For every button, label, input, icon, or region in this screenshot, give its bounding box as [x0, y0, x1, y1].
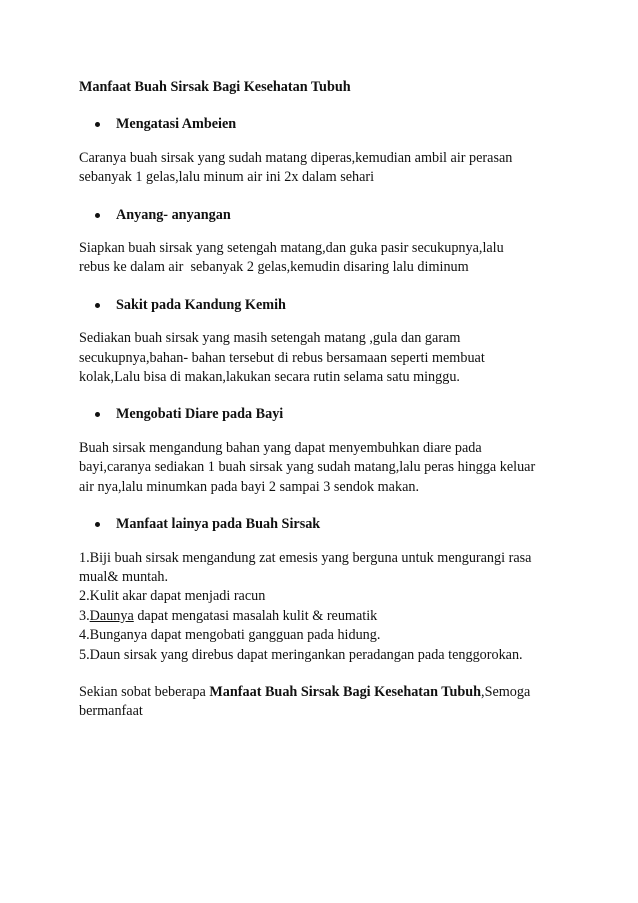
paragraph-line: kolak,Lalu bisa di makan,lakukan secara rutin selama satu minggu. — [79, 369, 460, 386]
section-heading-ambeien — [79, 115, 578, 134]
list-item: 4.Bunganya dapat mengobati gangguan pada hidung. — [79, 627, 381, 644]
section-paragraph — [79, 439, 578, 497]
paragraph-line: Sediakan buah sirsak yang masih setengah matang ,gula dan garam — [79, 330, 461, 347]
bullet-icon — [95, 303, 100, 308]
section-paragraph — [79, 149, 578, 188]
paragraph-line: Buah sirsak mengandung bahan yang dapat menyembuhkan diare pada — [79, 439, 482, 456]
section-heading-label: Mengobati Diare pada Bayi — [116, 406, 284, 423]
paragraph-line: secukupnya,bahan- bahan tersebut di rebus bersamaan seperti membuat — [79, 349, 485, 366]
list-item: 2.Kulit akar dapat menjadi racun — [79, 588, 266, 605]
section-heading-label: Sakit pada Kandung Kemih — [116, 296, 286, 313]
paragraph-line: air nya,lalu minumkan pada bayi 2 sampai 3 sendok makan. — [79, 478, 420, 495]
benefits-list — [79, 549, 578, 665]
document-title: Manfaat Buah Sirsak Bagi Kesehatan Tubuh — [79, 79, 351, 95]
list-item — [79, 607, 578, 626]
section-paragraph — [79, 329, 578, 387]
closing-paragraph — [79, 683, 578, 722]
section-heading-label: Manfaat lainya pada Buah Sirsak — [116, 516, 321, 533]
bullet-icon — [95, 122, 100, 127]
list-item-text: dapat mengatasi masalah kulit & reumatik — [133, 607, 378, 624]
section-paragraph — [79, 239, 578, 278]
bullet-icon — [95, 412, 100, 417]
paragraph-line: sebanyak 1 gelas,lalu minum air ini 2x dalam sehari — [79, 169, 375, 186]
section-heading-anyang — [79, 206, 578, 225]
section-heading-diare — [79, 405, 578, 424]
closing-line: bermanfaat — [79, 703, 143, 720]
bullet-icon — [95, 213, 100, 218]
closing-bold-title: Manfaat Buah Sirsak Bagi Kesehatan Tubuh — [209, 683, 482, 700]
underlined-word: Daunya — [89, 607, 134, 624]
list-item-number: 3. — [79, 607, 90, 624]
paragraph-line: Caranya buah sirsak yang sudah matang diperas,kemudian ambil air perasan — [79, 149, 513, 166]
section-heading-label: Anyang- anyangan — [116, 206, 231, 223]
list-item-continuation: mual& muntah. — [79, 568, 169, 585]
section-heading-manfaat-lainya — [79, 515, 578, 534]
section-heading-label: Mengatasi Ambeien — [116, 116, 237, 133]
section-heading-kandung-kemih — [79, 296, 578, 315]
paragraph-line: bayi,caranya sediakan 1 buah sirsak yang sudah matang,lalu peras hingga keluar — [79, 459, 536, 476]
paragraph-line: Siapkan buah sirsak yang setengah matang,dan guka pasir secukupnya,lalu — [79, 240, 504, 257]
closing-prefix: Sekian sobat beberapa — [79, 683, 210, 700]
paragraph-line: rebus ke dalam air sebanyak 2 gelas,kemudin disaring lalu diminum — [79, 259, 469, 276]
list-item: 1.Biji buah sirsak mengandung zat emesis yang berguna untuk mengurangi rasa — [79, 549, 532, 566]
list-item: 5.Daun sirsak yang direbus dapat meringankan peradangan pada tenggorokan. — [79, 646, 523, 663]
bullet-icon — [95, 522, 100, 527]
closing-suffix: ,Semoga — [481, 683, 531, 700]
